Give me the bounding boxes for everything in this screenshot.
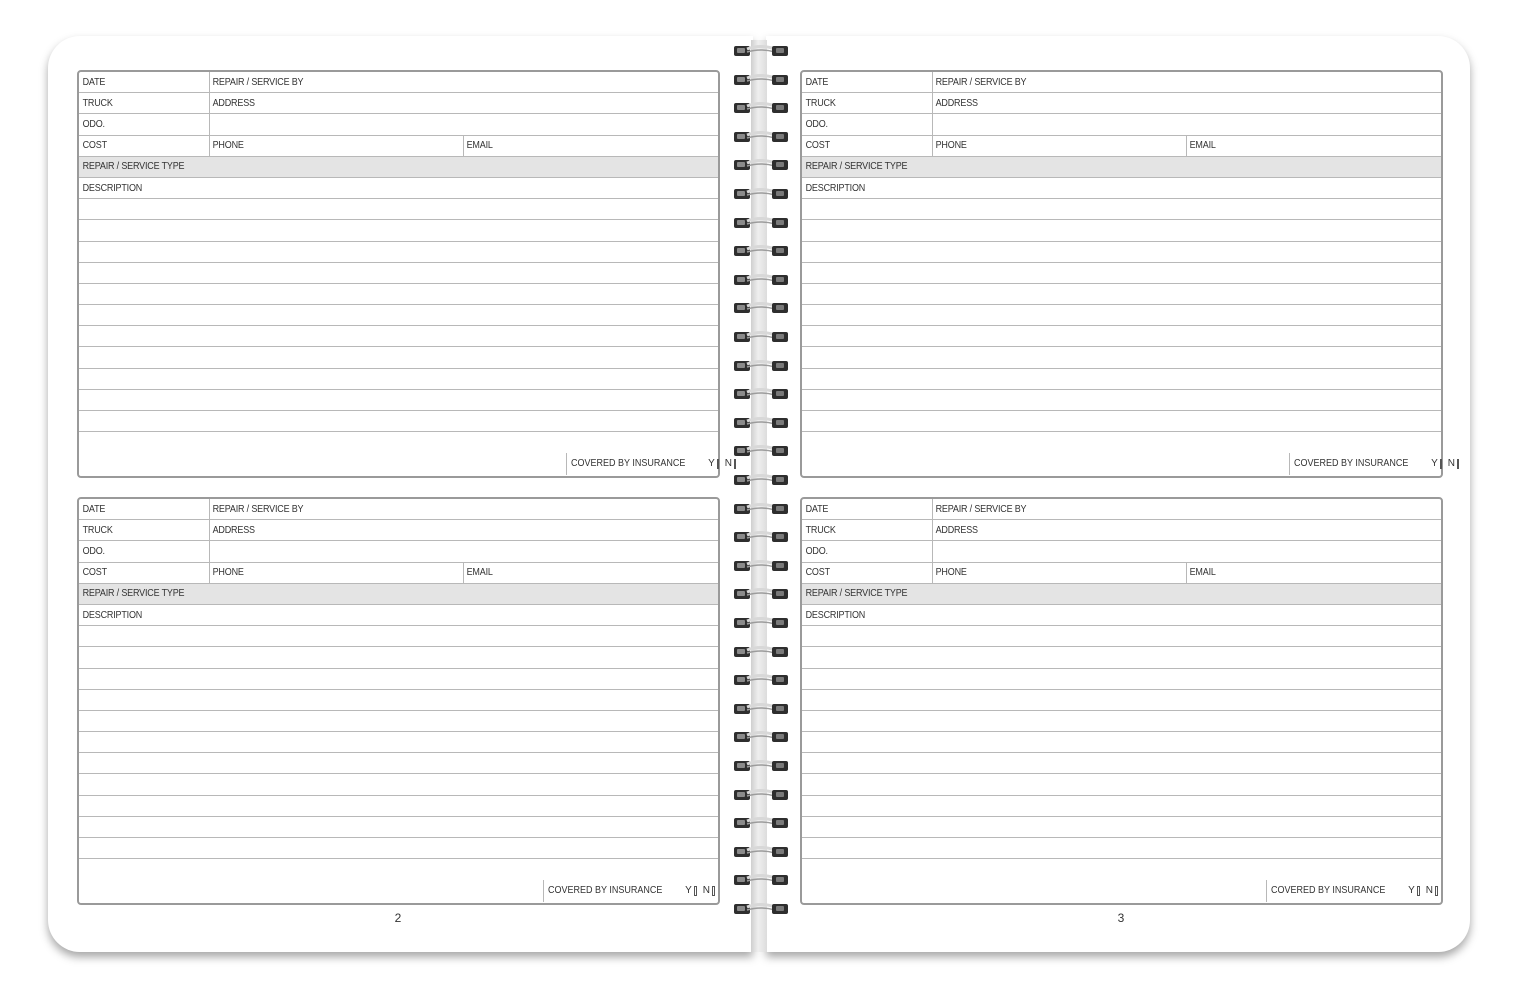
writing-line[interactable] <box>79 647 718 668</box>
row-truck <box>802 520 1441 541</box>
spiral-coil-icon <box>733 187 789 200</box>
spiral-coil-icon <box>733 730 789 743</box>
odo-label: ODO. <box>805 545 828 557</box>
spiral-coil-icon <box>733 788 789 801</box>
writing-line[interactable] <box>802 711 1441 732</box>
yes-label: Y <box>708 458 715 470</box>
row-odo <box>802 114 1441 135</box>
phone-label: PHONE <box>935 567 967 579</box>
row-odo <box>79 541 718 562</box>
row-service-type <box>802 584 1441 605</box>
no-checkbox[interactable] <box>734 459 736 469</box>
repair-service-by-label: REPAIR / SERVICE BY <box>212 503 304 515</box>
yes-label: Y <box>685 885 692 897</box>
odo-label: ODO. <box>805 118 828 130</box>
no-label: N <box>1425 885 1433 897</box>
writing-line[interactable] <box>802 220 1441 241</box>
yes-checkbox[interactable] <box>717 459 719 469</box>
spiral-coil-icon <box>733 444 789 457</box>
writing-line[interactable] <box>79 263 718 284</box>
page-number-left: 2 <box>394 911 402 925</box>
page-number-right: 3 <box>1117 911 1125 925</box>
spiral-coil-icon <box>733 330 789 343</box>
spiral-coil-icon <box>733 473 789 486</box>
date-label: DATE <box>82 76 106 88</box>
writing-line[interactable] <box>802 390 1441 411</box>
spiral-coil-icon <box>733 387 789 400</box>
writing-line[interactable] <box>802 626 1441 647</box>
notebook-spine <box>751 40 767 952</box>
spiral-coil-icon <box>733 273 789 286</box>
writing-line[interactable] <box>79 326 718 347</box>
email-label: EMAIL <box>466 140 493 152</box>
writing-line[interactable] <box>79 199 718 220</box>
spiral-coil-icon <box>733 587 789 600</box>
writing-line[interactable] <box>79 796 718 817</box>
repair-service-by-label: REPAIR / SERVICE BY <box>935 503 1027 515</box>
odo-label: ODO. <box>82 118 105 130</box>
truck-label: TRUCK <box>805 97 836 109</box>
odo-label: ODO. <box>82 545 105 557</box>
no-checkbox[interactable] <box>712 886 715 896</box>
spiral-coil-icon <box>733 816 789 829</box>
service-entry-top-right <box>800 70 1455 478</box>
yes-label: Y <box>1408 885 1415 897</box>
no-label: N <box>724 458 732 470</box>
writing-line[interactable] <box>802 690 1441 711</box>
writing-line[interactable] <box>802 432 1441 453</box>
row-date <box>802 72 1441 93</box>
repair-service-type-label: REPAIR / SERVICE TYPE <box>82 161 185 173</box>
repair-service-type-label: REPAIR / SERVICE TYPE <box>82 588 185 600</box>
truck-label: TRUCK <box>82 97 113 109</box>
truck-label: TRUCK <box>82 524 113 536</box>
writing-line[interactable] <box>802 669 1441 690</box>
spiral-coil-icon <box>733 101 789 114</box>
description-label: DESCRIPTION <box>82 609 143 621</box>
cost-label: COST <box>805 567 830 579</box>
writing-line[interactable] <box>79 432 718 453</box>
spiral-coil-icon <box>733 44 789 57</box>
row-insurance <box>802 453 1455 474</box>
row-odo <box>802 541 1441 562</box>
repair-service-type-label: REPAIR / SERVICE TYPE <box>805 588 908 600</box>
writing-line[interactable] <box>79 690 718 711</box>
covered-by-insurance-label: COVERED BY INSURANCE <box>548 885 663 897</box>
spiral-coil-icon <box>733 559 789 572</box>
row-insurance <box>802 880 1441 901</box>
writing-line[interactable] <box>802 347 1441 368</box>
insurance-box <box>543 880 718 901</box>
covered-by-insurance-label: COVERED BY INSURANCE <box>1294 458 1409 470</box>
row-cost <box>79 136 718 157</box>
yes-checkbox[interactable] <box>694 886 697 896</box>
writing-line[interactable] <box>802 369 1441 390</box>
cost-label: COST <box>805 140 830 152</box>
writing-line[interactable] <box>79 369 718 390</box>
email-label: EMAIL <box>1189 567 1216 579</box>
writing-line[interactable] <box>79 284 718 305</box>
truck-label: TRUCK <box>805 524 836 536</box>
spiral-coil-icon <box>733 502 789 515</box>
row-cost <box>79 563 718 584</box>
service-entry-bottom-right <box>800 497 1443 905</box>
phone-label: PHONE <box>212 567 244 579</box>
writing-line[interactable] <box>79 859 718 880</box>
row-service-type <box>79 157 718 178</box>
row-date <box>802 499 1441 520</box>
writing-line[interactable] <box>802 242 1441 263</box>
address-label: ADDRESS <box>212 524 255 536</box>
writing-line[interactable] <box>802 753 1441 774</box>
row-description <box>802 605 1441 626</box>
writing-line[interactable] <box>802 732 1441 753</box>
spiral-coil-icon <box>733 530 789 543</box>
repair-service-by-label: REPAIR / SERVICE BY <box>935 76 1027 88</box>
yes-label: Y <box>1431 458 1438 470</box>
repair-service-by-label: REPAIR / SERVICE BY <box>212 76 304 88</box>
writing-line[interactable] <box>79 838 718 859</box>
spiral-coil-icon <box>733 244 789 257</box>
covered-by-insurance-label: COVERED BY INSURANCE <box>571 458 686 470</box>
writing-line[interactable] <box>79 390 718 411</box>
spiral-coil-icon <box>733 158 789 171</box>
row-insurance <box>79 453 732 474</box>
description-label: DESCRIPTION <box>805 182 866 194</box>
yes-checkbox[interactable] <box>1440 459 1442 469</box>
insurance-box <box>566 453 732 474</box>
writing-line[interactable] <box>79 347 718 368</box>
writing-line[interactable] <box>79 753 718 774</box>
writing-line[interactable] <box>802 326 1441 347</box>
writing-line[interactable] <box>79 626 718 647</box>
spiral-coil-icon <box>733 130 789 143</box>
writing-line[interactable] <box>79 242 718 263</box>
spiral-coil-icon <box>733 673 789 686</box>
writing-line[interactable] <box>802 796 1441 817</box>
row-date <box>79 72 718 93</box>
email-label: EMAIL <box>1189 140 1216 152</box>
writing-line[interactable] <box>802 817 1441 838</box>
writing-line[interactable] <box>802 647 1441 668</box>
spiral-coil-icon <box>733 616 789 629</box>
yes-checkbox[interactable] <box>1417 886 1420 896</box>
row-date <box>79 499 718 520</box>
spiral-coil-icon <box>733 416 789 429</box>
phone-label: PHONE <box>935 140 967 152</box>
writing-line[interactable] <box>802 774 1441 795</box>
spiral-coil-icon <box>733 301 789 314</box>
date-label: DATE <box>805 76 829 88</box>
writing-line[interactable] <box>79 817 718 838</box>
row-truck <box>802 93 1441 114</box>
writing-line[interactable] <box>79 711 718 732</box>
address-label: ADDRESS <box>212 97 255 109</box>
spiral-coil-icon <box>733 645 789 658</box>
row-truck <box>79 93 718 114</box>
phone-label: PHONE <box>212 140 244 152</box>
description-label: DESCRIPTION <box>82 182 143 194</box>
spiral-coil-icon <box>733 216 789 229</box>
writing-line[interactable] <box>802 305 1441 326</box>
date-label: DATE <box>805 503 829 515</box>
cost-label: COST <box>82 567 107 579</box>
spiral-coil-icon <box>733 845 789 858</box>
writing-line[interactable] <box>802 263 1441 284</box>
description-label: DESCRIPTION <box>805 609 866 621</box>
date-label: DATE <box>82 503 106 515</box>
row-cost <box>802 563 1441 584</box>
address-label: ADDRESS <box>935 97 978 109</box>
row-service-type <box>802 157 1441 178</box>
writing-line[interactable] <box>79 411 718 432</box>
no-label: N <box>1447 458 1455 470</box>
spiral-coil-icon <box>733 359 789 372</box>
writing-line[interactable] <box>79 220 718 241</box>
spiral-coil-icon <box>733 873 789 886</box>
spiral-coil-icon <box>733 73 789 86</box>
writing-line[interactable] <box>802 284 1441 305</box>
writing-line[interactable] <box>802 199 1441 220</box>
no-label: N <box>702 885 710 897</box>
writing-line[interactable] <box>79 732 718 753</box>
spiral-coil-icon <box>733 702 789 715</box>
row-description <box>79 178 718 199</box>
insurance-box <box>1289 453 1455 474</box>
email-label: EMAIL <box>466 567 493 579</box>
row-description <box>802 178 1441 199</box>
covered-by-insurance-label: COVERED BY INSURANCE <box>1271 885 1386 897</box>
row-odo <box>79 114 718 135</box>
row-insurance <box>79 880 718 901</box>
no-checkbox[interactable] <box>1457 459 1459 469</box>
writing-line[interactable] <box>79 669 718 690</box>
writing-line[interactable] <box>79 305 718 326</box>
row-description <box>79 605 718 626</box>
writing-line[interactable] <box>802 838 1441 859</box>
spiral-coil-icon <box>733 902 789 915</box>
row-truck <box>79 520 718 541</box>
no-checkbox[interactable] <box>1435 886 1438 896</box>
row-service-type <box>79 584 718 605</box>
spiral-coil-icon <box>733 759 789 772</box>
service-entry-bottom-left <box>77 497 720 905</box>
writing-line[interactable] <box>802 411 1441 432</box>
repair-service-type-label: REPAIR / SERVICE TYPE <box>805 161 908 173</box>
writing-line[interactable] <box>802 859 1441 880</box>
address-label: ADDRESS <box>935 524 978 536</box>
insurance-box <box>1266 880 1441 901</box>
writing-line[interactable] <box>79 774 718 795</box>
service-entry-top-left <box>77 70 732 478</box>
row-cost <box>802 136 1441 157</box>
cost-label: COST <box>82 140 107 152</box>
